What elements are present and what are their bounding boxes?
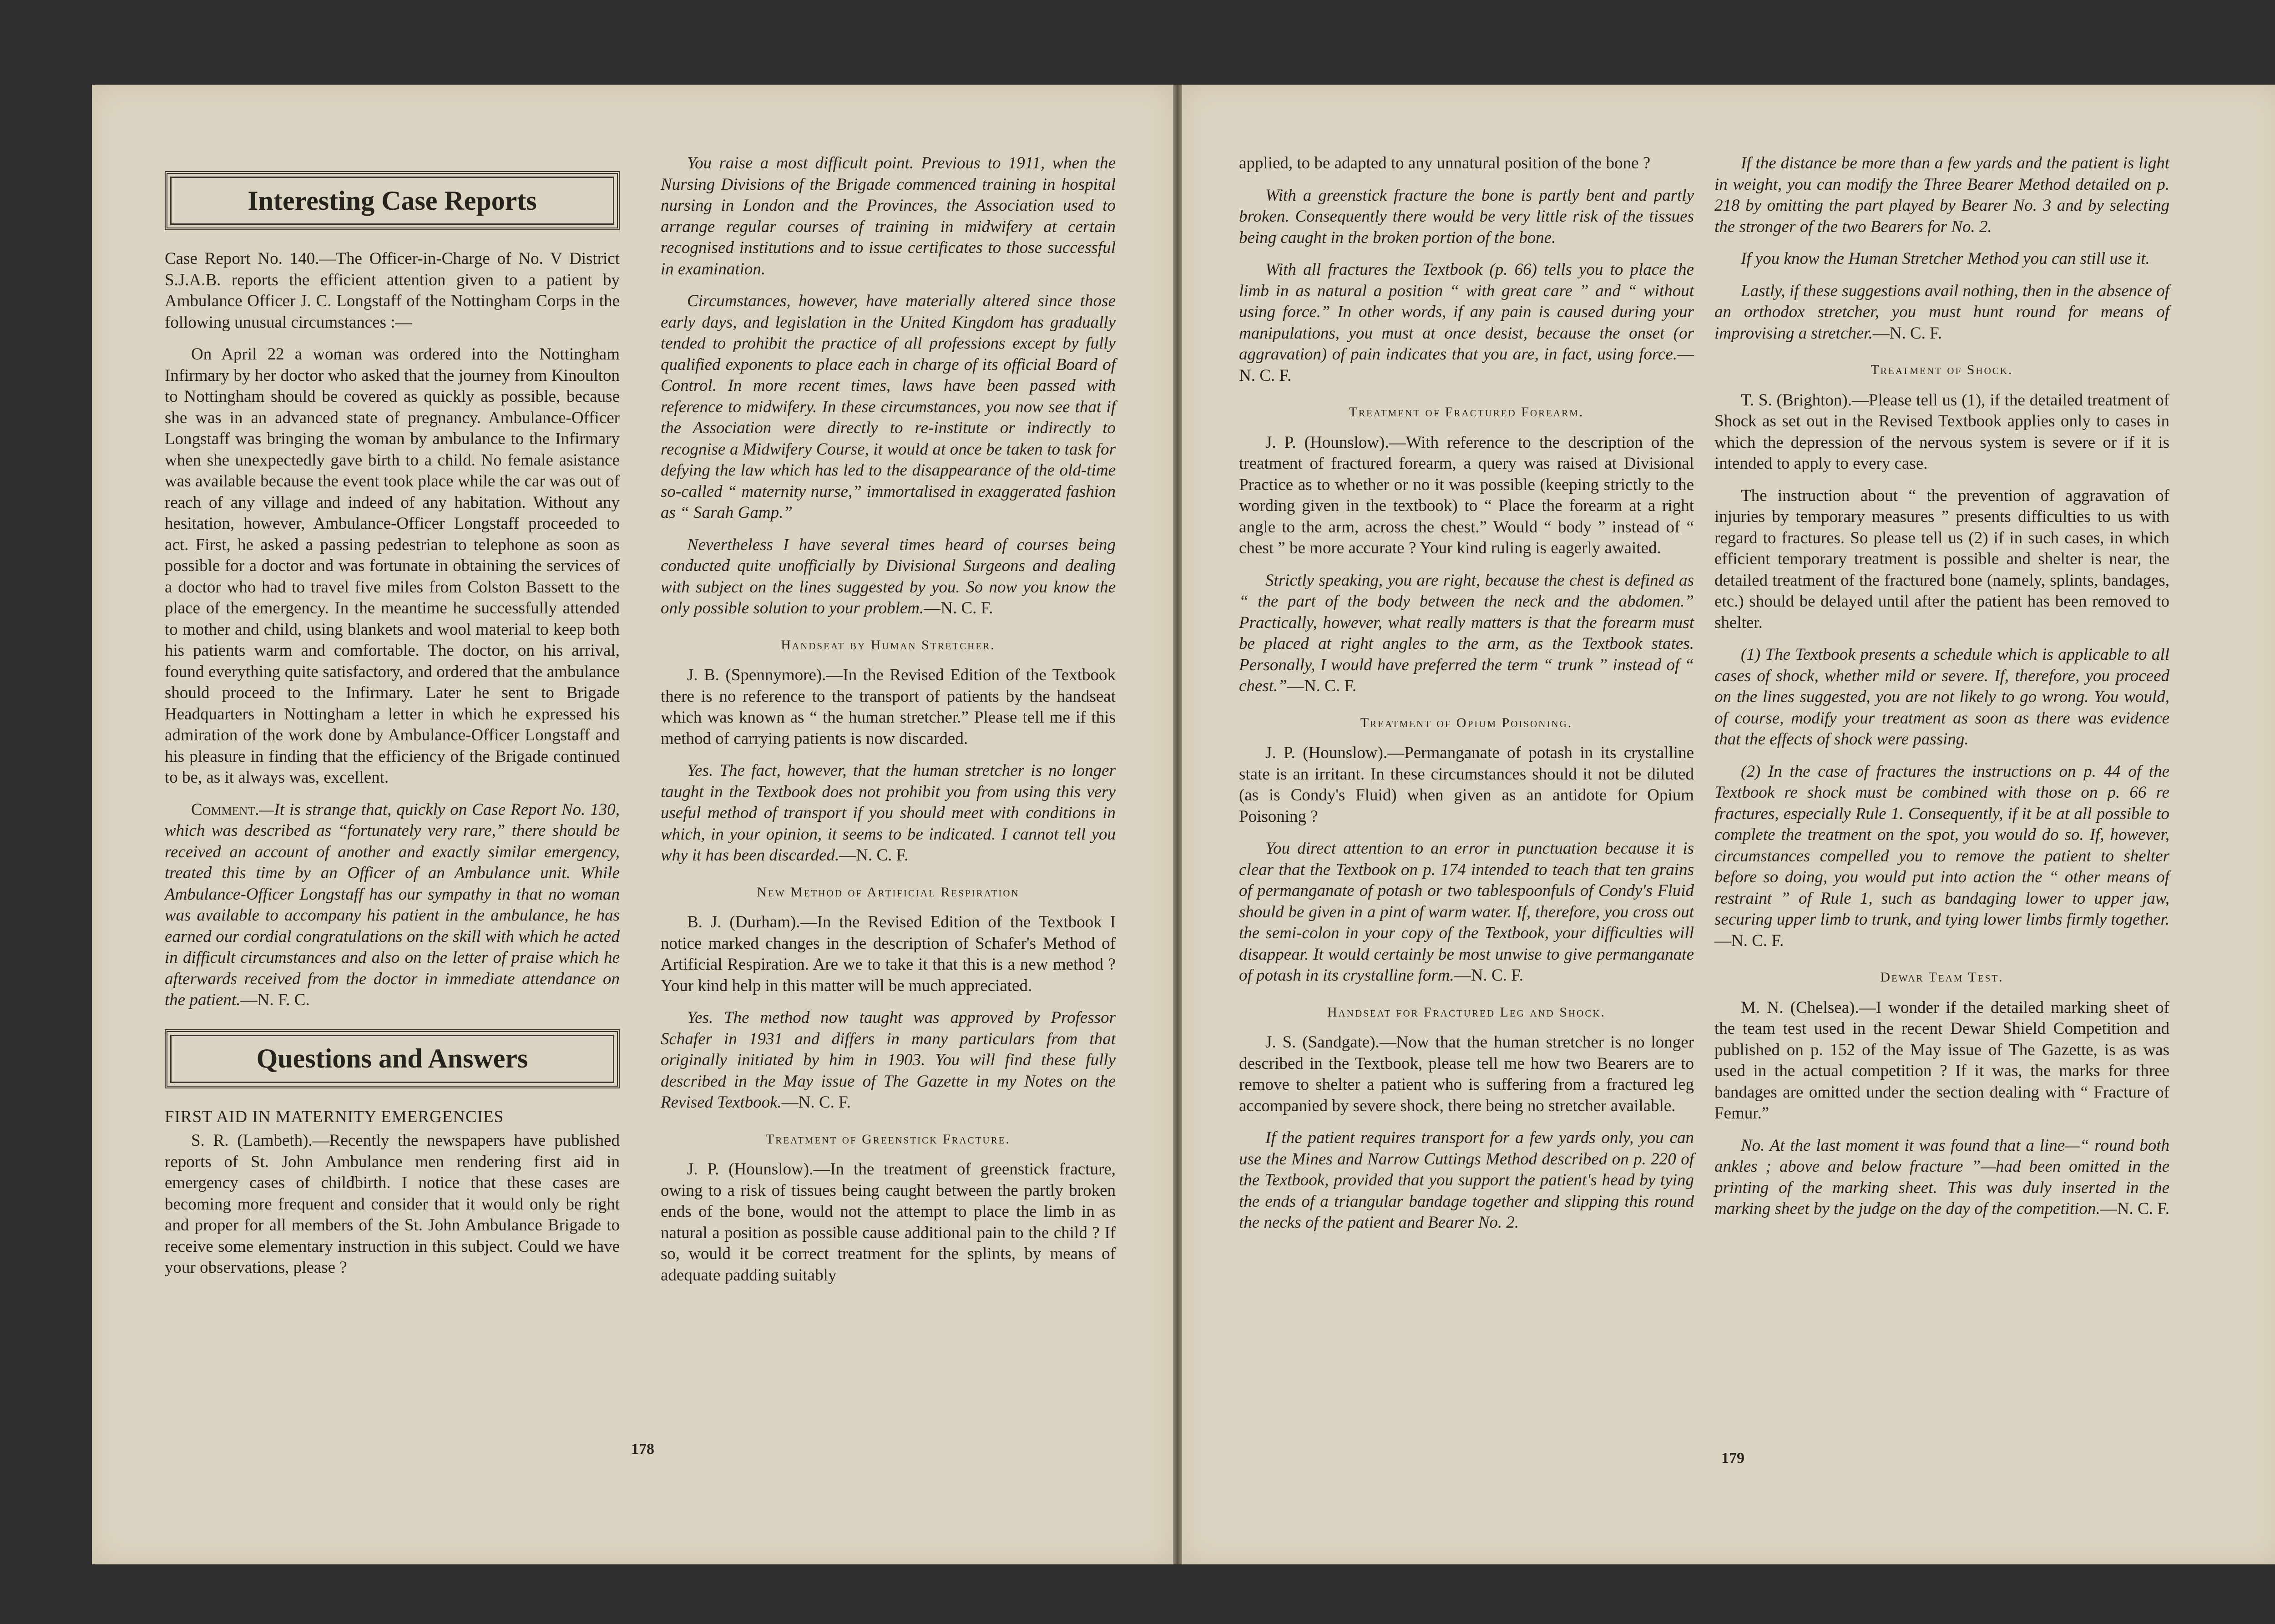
page-number-178: 178 — [631, 1441, 654, 1457]
shock-question-1: T. S. (Brighton).—Please tell us (1), if the detailed treatment of Shock as set out in the Revised Textbook applies only to cases in which the depression of the nervous system is severe or if it is intended to apply to every case. — [1714, 390, 2169, 473]
page-178 — [92, 85, 1173, 1564]
page-179 — [1182, 85, 2275, 1564]
maternity-answer-1: You raise a most difficult point. Previous to 1911, when the Nursing Divisions of the Brigade commenced training in hospital nursing in London and the Provinces, the Association used to arrange regular courses of training in midwifery at certain recognised institutions and to issue certificates to those successful in examination. — [661, 154, 1116, 278]
artificial-respiration-question: B. J. (Durham).—In the Revised Edition of the Textbook I notice marked changes in the description of Schafer's Method of Artificial Respiration. Are we to take it that this is a new method ? Your kind help in this matter will be much appreciated. — [661, 913, 1116, 995]
comment-label: Comment. — [191, 800, 259, 819]
opium-question: J. P. (Hounslow).—Permanganate of potash in its crystalline state is an irritant. In these circumstances should it not be diluted (as is Condy's Fluid) when given as an antidote for Opium Poisoning ? — [1239, 744, 1694, 826]
book-gutter — [1173, 85, 1182, 1564]
handseat-heading: Handseat by Human Stretcher. — [781, 637, 996, 653]
right-column-1 — [1239, 153, 1694, 1245]
shock-answer-2: (2) In the case of fractures the instructions on p. 44 of the Textbook re shock must be combined with those on p. 66 re fractures, especially Rule 1. Consequently, if it be at all possible to complete the treatment on the spot, you would do so. If, however, circumstances compelled you to remove the patient to shelter before so doing, you would put into action the “ other means of restraint ” of Rule 1, such as bandaging lower to upper jaw, securing upper limb to trunk, and tying lower limbs firmly together.—N. C. F. — [1714, 762, 2169, 950]
case-reports-title-box — [165, 171, 620, 230]
case-reports-title: Interesting Case Reports — [170, 177, 614, 225]
greenstick-answer-2: With all fractures the Textbook (p. 66) tells you to place the limb in as natural a position “ with great care ” and “ without using force.” In other words, if any pain is caused during your manipulations, you must at once desist, because the onset (or aggravation) of pain indicates that you are, in fact, using force.—N. C. F. — [1239, 260, 1694, 385]
fractured-leg-answer-1: If the patient requires transport for a few yards only, you can use the Mines and Narrow Cuttings Method described on p. 220 of the Textbook, provided that you support the patient's head by tying the ends of a triangular bandage together and slipping this round the necks of the patient and Bearer No. 2. — [1239, 1128, 1694, 1232]
greenstick-question-cont: applied, to be adapted to any unnatural position of the bone ? — [1239, 154, 1651, 172]
opium-answer: You direct attention to an error in punctuation because it is clear that the Textbook on p. 174 intended to teach that ten grains of permanganate of potash or two tablespoonfuls of Condy's Fluid should be given in a pint of warm water. If, therefore, you cross out the semi-colon in your copy of the Textbook, your difficulties will disappear. It would certainly be most unwise to give permanganate of potash in its crystalline form.—N. C. F. — [1239, 839, 1694, 985]
opium-heading: Treatment of Opium Poisoning. — [1360, 715, 1573, 730]
greenstick-heading: Treatment of Greenstick Fracture. — [765, 1131, 1011, 1147]
dewar-question: M. N. (Chelsea).—I wonder if the detailed marking sheet of the team test used in the recent Dewar Shield Competition and published on p. 152 of the May issue of The Gazette, is as was used in the actual competition ? If it was, the marks for three bandages are omitted under the section dealing with “ Fracture of Femur.” — [1714, 998, 2169, 1123]
page-number-179: 179 — [1721, 1450, 1744, 1467]
dewar-heading: Dewar Team Test. — [1880, 970, 2004, 985]
shock-answer-1: (1) The Textbook presents a schedule which is applicable to all cases of shock, whether mild or severe. If, therefore, you proceed on the lines suggested, you are not likely to go wrong. You would, of course, modify your treatment as soon as there was evidence that the effects of shock were passing. — [1714, 645, 2169, 749]
case-report-body: On April 22 a woman was ordered into the Nottingham Infirmary by her doctor who asked that the journey from Kinoulton to Nottingham should be covered as quickly as possible, because she was in an advanced state of pregnancy. Ambulance-Officer Longstaff was bringing the woman by ambulance to the Infirmary when she unexpectedly gave birth to a child. No female asistance was available because the event took place while the car was out of reach of any village and indeed of any habitation. Without any hesitation, however, Ambulance-Officer Longstaff proceeded to act. First, he asked a passing pedestrian to telephone as soon as possible for a doctor and was fortunate in obtaining the services of a doctor who had to travel five miles from Colston Bassett to the place of the emergency. In the meantime he successfully attended to mother and child, using blankets and wool material to keep both his patients warm and comfortable. The doctor, on his arrival, found everything quite satisfactory, and ordered that the ambulance should proceed to the Infirmary. Later he sent to Brigade Headquarters in Nottingham a letter in which he expressed his admiration of the work done by Ambulance-Officer Longstaff and his pleasure in finding that the efficiency of the Brigade continued to be, as it always was, excellent. — [165, 345, 620, 787]
forearm-heading: Treatment of Fractured Forearm. — [1349, 405, 1584, 420]
fractured-leg-answer-3: If you know the Human Stretcher Method you can still use it. — [1741, 249, 2150, 268]
artificial-respiration-heading: New Method of Artificial Respiration — [757, 884, 1020, 900]
right-column-2 — [1714, 153, 2169, 1231]
case-report-intro: Case Report No. 140.—The Officer-in-Charge of No. V District S.J.A.B. reports the efficient attention given to a patient by Ambulance Officer J. C. Longstaff of the Nottingham Corps in the following unusual circumstances :— — [165, 249, 620, 332]
fractured-leg-question: J. S. (Sandgate).—Now that the human stretcher is no longer described in the Textbook, please tell me how two Bearers are to remove to shelter a patient who is suffering from a fractured leg accompanied by severe shock, there being no stretcher available. — [1239, 1033, 1694, 1115]
forearm-answer: Strictly speaking, you are right, because the chest is defined as “ the part of the body between the neck and the abdomen.” Practically, however, what really matters is that the forearm must be placed at right angles to the arm, as the Textbook states. Personally, I would have preferred the term “ trunk ” instead of “ chest.”—N. C. F. — [1239, 571, 1694, 695]
maternity-heading: FIRST AID IN MATERNITY EMERGENCIES — [165, 1107, 504, 1126]
maternity-question: S. R. (Lambeth).—Recently the newspapers have published reports of St. John Ambulance men rendering first aid in emergency cases of childbirth. I notice that these cases are becoming more frequent and consider that it would only be right and proper for all members of the St. John Ambulance Brigade to receive some elementary instruction in this subject. Could we have your observations, please ? — [165, 1131, 620, 1277]
qa-title: Questions and Answers — [170, 1035, 614, 1083]
forearm-question: J. P. (Hounslow).—With reference to the description of the treatment of fractured forearm, a query was raised at Divisional Practice as to whether or no it was possible (keeping strictly to the wording given in the textbook) to “ Place the forearm at a right angle to the arm, across the chest.” Would “ body ” instead of “ chest ” be more accurate ? Your kind ruling is eagerly awaited. — [1239, 433, 1694, 557]
comment-signature: —N. F. C. — [240, 991, 310, 1009]
dewar-answer: No. At the last moment it was found that a line—“ round both ankles ; above and below fracture ”—had been omitted in the printing of the marking sheet. This was duly inserted in the marking sheet by the judge on the day of the competition.—N. C. F. — [1714, 1136, 2169, 1218]
shock-heading: Treatment of Shock. — [1871, 362, 2013, 377]
fractured-leg-answer-2: If the distance be more than a few yards and the patient is light in weight, you can modify the Three Bearer Method detailed on p. 218 by omitting the part played by Bearer No. 3 and by selecting the stronger of the two Bearers for No. 2. — [1714, 154, 2169, 236]
maternity-answer-2: Circumstances, however, have materially altered since those early days, and legislation in the United Kingdom has gradually tended to prohibit the practice of all professions except by fully qualified exponents to place each in charge of its official Board of Control. In more recent times, laws have been passed with reference to midwifery. In these circumstances, you now see that if the Association were directly to re-institute or indirectly to recognise a Midwifery Course, it would at once be taken to task for defying the law which has led to the disappearance of the old-time so-called “ maternity nurse,” immortalised in exaggerated fashion as “ Sarah Gamp.” — [661, 292, 1116, 522]
handseat-answer: Yes. The fact, however, that the human stretcher is no longer taught in the Textbook does not prohibit you from using this very useful method of transport if you should meet with conditions in which, in your opinion, it seems to be indicated. I cannot tell you why it has been discarded.—N. C. F. — [661, 761, 1116, 865]
left-column-1 — [165, 85, 620, 1290]
left-column-2 — [661, 153, 1116, 1297]
shock-question-2: The instruction about “ the prevention of aggravation of injuries by temporary measures ” presents difficulties to us with regard to fractures. So please tell us (2) if in such cases, in which efficient temporary treatment is possible and shelter is near, the detailed treatment of the fractured bone (namely, splints, bandages, etc.) should be delayed until after the patient has been removed to shelter. — [1714, 486, 2169, 632]
greenstick-question: J. P. (Hounslow).—In the treatment of greenstick fracture, owing to a risk of tissues being caught between the partly broken ends of the bone, would not the attempt to place the limb in as natural a position as possible cause additional pain to the child ? If so, would it be correct treatment for the splints, by means of adequate padding suitably — [661, 1160, 1116, 1285]
qa-title-box — [165, 1029, 620, 1088]
fractured-leg-heading: Handseat for Fractured Leg and Shock. — [1327, 1004, 1606, 1020]
greenstick-answer-1: With a greenstick fracture the bone is partly bent and partly broken. Consequently there would be very little risk of the tissues being caught in the broken portion of the bone. — [1239, 186, 1694, 247]
comment-text: —It is strange that, quickly on Case Report No. 130, which was described as “fortunately very rare,” there should be received an account of another and exactly similar emergency, treated this time by an Officer of an Ambulance unit. While Ambulance-Officer Longstaff has our sympathy in that no woman was available to accompany his patient in the ambulance, he has earned our cordial congratulations on the skill with which he acted in difficult circumstances and also on the letter of praise which he afterwards received from the doctor in immediate attendance on the patient. — [165, 800, 620, 1009]
artificial-respiration-answer: Yes. The method now taught was approved by Professor Schafer in 1931 and differs in many particulars from that originally initiated by him in 1903. You will find these fully described in the May issue of The Gazette in my Notes on the Revised Textbook.—N. C. F. — [661, 1008, 1116, 1112]
fractured-leg-answer-4: Lastly, if these suggestions avail nothing, then in the absence of an orthodox stretcher, you must hunt round for means of improvising a stretcher.—N. C. F. — [1714, 281, 2169, 343]
handseat-question: J. B. (Spennymore).—In the Revised Edition of the Textbook there is no reference to the transport of patients by the handseat which was known as “ the human stretcher.” Please tell me if this method of carrying patients is now discarded. — [661, 666, 1116, 748]
case-report-comment — [165, 799, 620, 1011]
maternity-answer-3: Nevertheless I have several times heard of courses being conducted quite unofficially by Divisional Surgeons and dealing with subject on the lines suggested by you. So now you know the only possible solution to your problem.—N. C. F. — [661, 535, 1116, 617]
